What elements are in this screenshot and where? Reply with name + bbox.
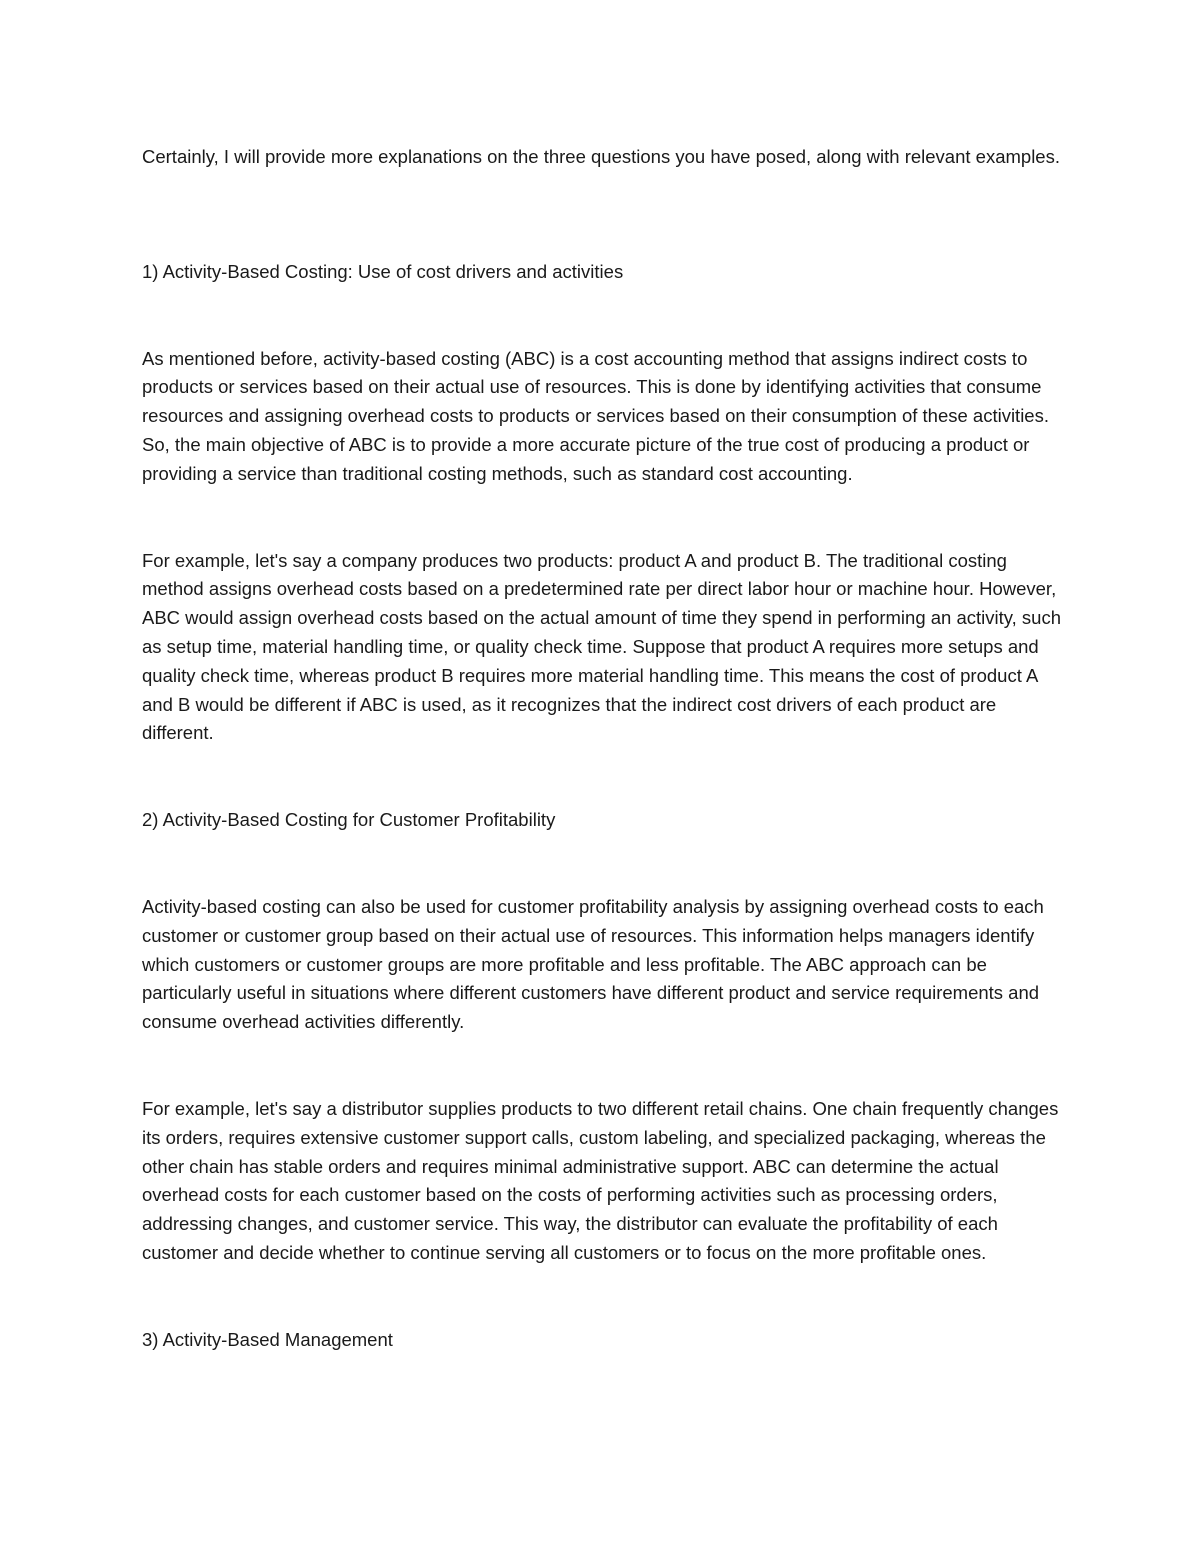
section-1-paragraph-1: As mentioned before, activity-based costing (ABC) is a cost accounting method that assigns indirect costs to products or services based on their actual use of resources. This is done by identifying activities that consume resources and assigning overhead costs to products or services based on their consumption of these activities. So, the main objective of ABC is to provide a more accurate picture of the true cost of producing a product or providing a service than traditional costing methods, such as standard cost accounting. [142, 347, 1049, 484]
section-heading-2: 2) Activity-Based Costing for Customer Profitability [142, 809, 556, 831]
section-heading-3: 3) Activity-Based Management [142, 1328, 393, 1350]
section-2-paragraph-1: Activity-based costing can also be used for customer profitability analysis by assigning overhead costs to each customer or customer group based on their actual use of resources. This information helps managers identify which customers or customer groups are more profitable and less profitable. The ABC approach can be particularly useful in situations where different customers have different product and service requirements and consume overhead activities differently. [142, 895, 1044, 1033]
section-2-paragraph-2: For example, let's say a distributor supplies products to two different retail chains. One chain frequently changes its orders, requires extensive customer support calls, custom labeling, and specialized packaging, whereas the other chain has stable orders and requires minimal administrative support. ABC can determine the actual overhead costs for each customer based on the costs of performing activities such as processing orders, addressing changes, and customer service. This way, the distributor can evaluate the profitability of each customer and decide whether to continue serving all customers or to focus on the more profitable ones. [142, 1097, 1059, 1263]
section-heading-1: 1) Activity-Based Costing: Use of cost drivers and activities [142, 260, 624, 282]
intro-paragraph: Certainly, I will provide more explanations on the three questions you have posed, along with relevant examples. [142, 146, 1060, 167]
section-1-paragraph-2: For example, let's say a company produces two products: product A and product B. The traditional costing method assigns overhead costs based on a predetermined rate per direct labor hour or machine hour. However, ABC would assign overhead costs based on the actual amount of time they spend in performing an activity, such as setup time, material handling time, or quality check time. Suppose that product A requires more setups and quality check time, whereas product B requires more material handling time. This means the cost of product A and B would be different if ABC is used, as it recognizes that the indirect cost drivers of each product are different. [142, 549, 1062, 744]
document-body [142, 143, 1062, 1413]
